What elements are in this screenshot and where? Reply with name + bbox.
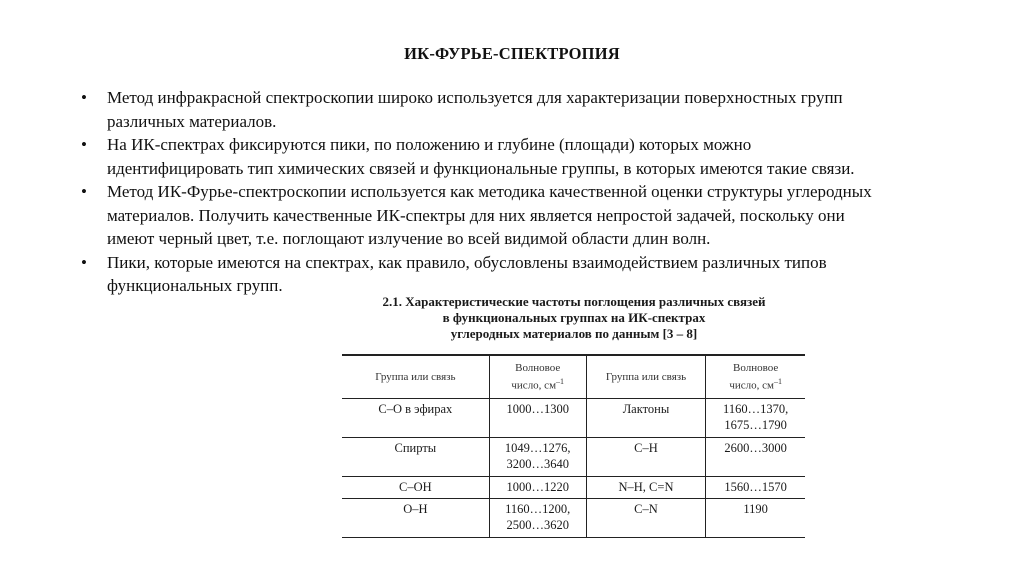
cell-line: 1000…1300 bbox=[506, 402, 569, 416]
cell-line: 2500…3620 bbox=[506, 518, 569, 532]
cell-group: С–Н bbox=[586, 438, 706, 477]
table-row bbox=[342, 499, 805, 538]
cell-group: С–N bbox=[586, 499, 706, 538]
cell-group: С–О в эфирах bbox=[342, 399, 489, 438]
cell-wavenumber bbox=[489, 499, 586, 538]
cell-wavenumber bbox=[706, 438, 805, 477]
cell-line: 1560…1570 bbox=[724, 480, 787, 494]
table-row bbox=[342, 477, 805, 499]
page-title: ИК-ФУРЬЕ-СПЕКТРОПИЯ bbox=[404, 44, 620, 63]
cell-wavenumber bbox=[706, 399, 805, 438]
frequency-table bbox=[342, 354, 805, 538]
cell-wavenumber bbox=[706, 499, 805, 538]
bullet-line: различных материалов. bbox=[107, 111, 277, 131]
unit-superscript: –1 bbox=[773, 376, 782, 386]
cell-line: 3200…3640 bbox=[506, 457, 569, 471]
column-header-group: Группа или связь bbox=[586, 355, 706, 399]
cell-line: 1000…1220 bbox=[506, 480, 569, 494]
list-item bbox=[81, 86, 981, 133]
table-caption bbox=[330, 294, 818, 342]
list-item bbox=[81, 133, 981, 180]
column-header-wavenumber bbox=[706, 355, 805, 399]
bullet-line: На ИК-спектрах фиксируются пики, по положению и глубине (площади) которых можно bbox=[107, 135, 752, 154]
cell-group: С–ОН bbox=[342, 477, 489, 499]
cell-line: 2600…3000 bbox=[724, 441, 787, 455]
cell-group: N–H, C=N bbox=[586, 477, 706, 499]
table-row bbox=[342, 438, 805, 477]
bullet-line: имеют черный цвет, т.е. поглощают излучение во всей видимой области длин волн. bbox=[107, 229, 711, 248]
bullet-line: Пики, которые имеются на спектрах, как правило, обусловлены взаимодействием различных типов bbox=[107, 252, 827, 272]
header-line: Волновое bbox=[733, 361, 779, 374]
bullet-marker: • bbox=[81, 88, 87, 107]
cell-wavenumber bbox=[706, 477, 805, 499]
cell-wavenumber bbox=[489, 438, 586, 477]
cell-wavenumber bbox=[489, 477, 586, 499]
header-line bbox=[710, 375, 801, 393]
caption-line: 2.1. Характеристические частоты поглощения различных связей bbox=[382, 294, 766, 309]
bullet-marker: • bbox=[81, 182, 87, 201]
header-unit: число, см bbox=[511, 379, 557, 392]
bullet-line: Метод инфракрасной спектроскопии широко используется для характеризации поверхностных групп bbox=[107, 88, 843, 107]
cell-group: Лактоны bbox=[586, 399, 706, 438]
cell-line: 1675…1790 bbox=[724, 418, 787, 432]
caption-line: в функциональных группах на ИК-спектрах bbox=[442, 310, 706, 325]
bullet-line: идентифицировать тип химических связей и функциональные группы, в которых имеются такие связи. bbox=[107, 158, 855, 178]
column-header-wavenumber bbox=[489, 355, 586, 399]
unit-superscript: –1 bbox=[556, 376, 565, 386]
caption-line: углеродных материалов по данным [3 – 8] bbox=[450, 326, 698, 341]
list-item bbox=[81, 180, 981, 251]
list-item bbox=[81, 251, 981, 298]
bullet-line: функциональных групп. bbox=[107, 276, 283, 295]
cell-line: 1049…1276, bbox=[504, 441, 571, 455]
table-header-row bbox=[342, 355, 805, 399]
cell-group: Спирты bbox=[342, 438, 489, 477]
bullet-line: Метод ИК-Фурье-спектроскопии используется как методика качественной оценки структуры углеродных bbox=[107, 182, 872, 201]
table-row bbox=[342, 399, 805, 438]
cell-wavenumber bbox=[489, 399, 586, 438]
bullet-marker: • bbox=[81, 135, 87, 154]
cell-group: О–Н bbox=[403, 502, 428, 516]
cell-line: 1160…1200, bbox=[505, 502, 571, 516]
column-header-group: Группа или связь bbox=[342, 355, 489, 399]
cell-line: 1190 bbox=[743, 502, 768, 516]
cell-line: 1160…1370, bbox=[723, 402, 789, 416]
bullet-marker: • bbox=[81, 252, 87, 272]
header-unit: число, см bbox=[729, 379, 774, 392]
header-line: Волновое bbox=[515, 361, 561, 374]
header-line bbox=[494, 375, 582, 393]
bullet-list bbox=[81, 86, 981, 298]
bullet-line: материалов. Получить качественные ИК-спектры для них является непростой задачей, поскольку они bbox=[107, 205, 845, 225]
